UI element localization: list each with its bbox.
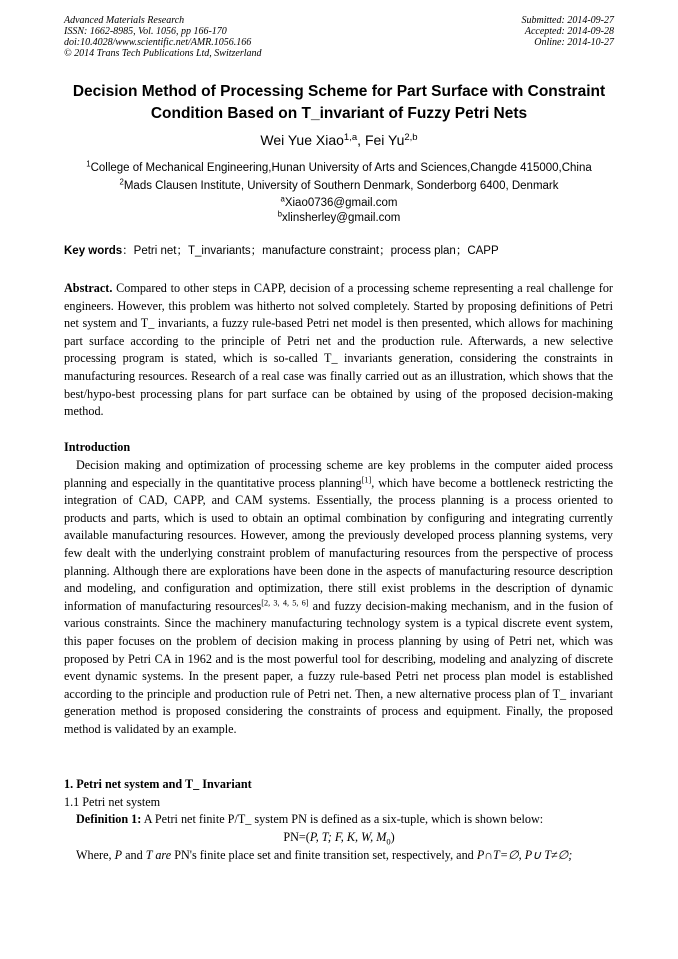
email-a-sup: a xyxy=(280,194,285,204)
equation-vars: P, T; F, K, W, M xyxy=(309,830,387,844)
definition-1-text: A Petri net finite P/T_ system PN is defined as a six-tuple, which is shown below: xyxy=(141,812,544,826)
intro-text-3: and fuzzy decision-making mechanism, and in the fusion of various constraints. Since the machinery manufacturing technology system is a typical discrete event system, this paper focuses on the problem of decision making in process planning by using of Petri net, which was proposed by Petri CA in 1962 and is the most powerful tool for describing, modeling and analyzing of discrete event dynamic systems. In the present paper, a fuzzy rule-based Petri net process plan model is established according to the principle and production rule of Petri net. Then, a new alternative process plan of T_ invariant generation method is proposed considering the constraints of process and equipment. Finally, the proposed method is validated by an example. xyxy=(64,598,614,736)
abstract-label: Abstract. xyxy=(64,281,113,295)
section-1-heading: 1. Petri net system and T_ Invariant xyxy=(64,777,252,791)
journal-copyright: © 2014 Trans Tech Publications Ltd, Switzerland xyxy=(64,48,262,59)
email-b-sup: b xyxy=(277,209,282,219)
email-b xyxy=(0,211,678,226)
affiliation-2-text: Mads Clausen Institute, University of Southern Denmark, Sonderborg 6400, Denmark xyxy=(123,180,559,192)
affiliation-1-sup: 1 xyxy=(86,159,91,169)
where-math-1: P∩T=∅, P∪ xyxy=(476,848,542,862)
accepted-date: Accepted: 2014-09-28 xyxy=(524,26,614,37)
author-2: Fei Yu xyxy=(364,132,405,148)
affiliation-2 xyxy=(0,179,678,194)
email-a-text: Xiao0736@gmail.com xyxy=(284,197,398,209)
journal-name: Advanced Materials Research xyxy=(64,15,185,26)
author-2-sup: 2,b xyxy=(404,131,418,143)
equation-suffix: ) xyxy=(390,830,395,844)
where-t: T are xyxy=(145,848,172,862)
definition-1-label: Definition 1: xyxy=(76,812,142,826)
introduction-heading: Introduction xyxy=(64,440,131,454)
paper-title: Decision Method of Processing Scheme for Part Surface with Constraint Condition Based on T_invariant of Fuzzy Petri Nets xyxy=(72,83,606,122)
intro-text-2: , which have become a bottleneck restricting the integration of CAD, CAPP, and CAM systems. Essentially, the process planning is a process oriented to products and parts, which is used to obtain an optimal combination by configuring and integrating currently available manufacturing resources. However, among the previously developed process planning systems, very few dealt with the underlying constraint problem of manufacturing resources from the perspective of process planning. Although there are explorations have been done in the aspects of manufacturing resource description and modeling, and configuration and optimization, there still exist problems in the description of dynamic information of manufacturing resources xyxy=(64,475,613,613)
author-1: Wei Yue Xiao xyxy=(260,132,344,148)
author-separator: , xyxy=(357,132,365,148)
definition-1 xyxy=(64,811,613,829)
where-paragraph xyxy=(64,847,613,865)
intro-text-1: Decision making and optimization of processing scheme are key problems in the computer aided process planning and especially in the quantitative process planning xyxy=(64,458,613,490)
submitted-date: Submitted: 2014-09-27 xyxy=(521,15,614,26)
abstract-paragraph xyxy=(64,280,613,421)
keywords-label: Key words xyxy=(64,245,123,257)
introduction-paragraph xyxy=(64,457,613,739)
online-date: Online: 2014-10-27 xyxy=(534,37,614,48)
intro-ref-2: [2, 3, 4, 5, 6] xyxy=(261,598,309,608)
author-1-sup: 1,a xyxy=(343,131,358,143)
email-a xyxy=(0,196,678,211)
journal-header-left xyxy=(64,15,262,59)
abstract-text: Compared to other steps in CAPP, decision of a processing scheme representing a real challenge for engineers. However, this problem was hitherto not solved completely. Started by proposing definitions of Petri net system and T_ invariants, a fuzzy rule-based Petri net model is then presented, which allows for machining part surface according to the principle of Petri net and the production rule. Afterwards, a new selective processing program is stated, which is so-called T_ invariants generation, considering the constraints in manufacturing resources. Research of a real case was finally carried out as an illustration, which shows that the best/hypo-best processing plans for part surface can be obtained by using of the proposed decision-making method. xyxy=(64,281,613,419)
intro-ref-1: [1] xyxy=(361,475,372,485)
journal-header-right xyxy=(522,15,615,48)
affiliation-1 xyxy=(0,161,678,176)
author-line xyxy=(0,131,678,149)
affiliation-2-sup: 2 xyxy=(119,177,124,187)
affiliation-1-text: College of Mechanical Engineering,Hunan University of Arts and Sciences,Changde 415000,China xyxy=(90,162,592,174)
journal-issn: ISSN: 1662-8985, Vol. 1056, pp 166-170 xyxy=(64,26,227,37)
where-and: and xyxy=(122,848,146,862)
keywords-text: ：Petri net；T_invariants；manufacture constraint；process plan；CAPP xyxy=(122,245,499,257)
equation-sub: 0 xyxy=(386,836,391,847)
equation-prefix: PN=( xyxy=(283,830,310,844)
journal-doi: doi:10.4028/www.scientific.net/AMR.1056.166 xyxy=(64,37,252,48)
where-p: P xyxy=(114,848,123,862)
where-math-2: T≠∅; xyxy=(544,848,573,862)
where-start: Where, xyxy=(76,848,115,862)
keywords-line xyxy=(64,244,624,259)
where-rest: PN's finite place set and finite transition set, respectively, and xyxy=(171,848,477,862)
email-b-text: xlinsherley@gmail.com xyxy=(281,212,401,224)
subsection-1-1: 1.1 Petri net system xyxy=(64,795,161,809)
